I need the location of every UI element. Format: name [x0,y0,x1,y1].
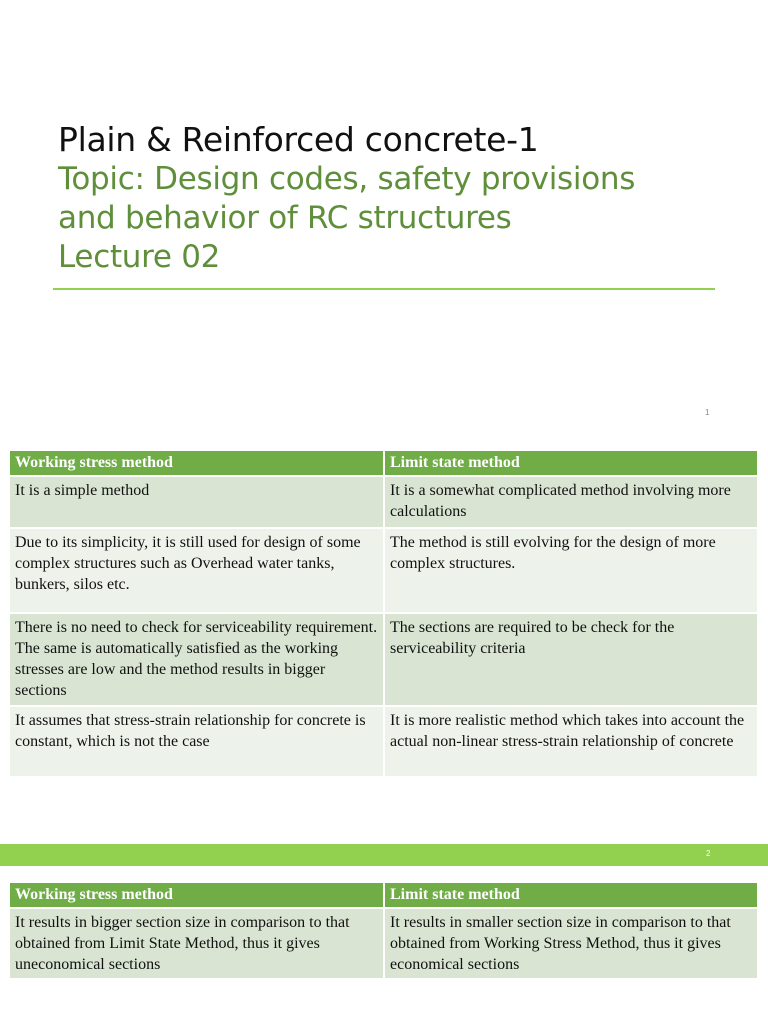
table-cell: It results in smaller section size in comparison to that obtained from Working Stress Method, thus it gives economical sections [384,908,758,979]
slide-2-header-band [0,844,768,866]
table-cell: It assumes that stress-strain relationship for concrete is constant, which is not the case [10,706,384,777]
table-row [10,613,758,706]
table-cell: It is more realistic method which takes into account the actual non-linear stress-strain relationship of concrete [384,706,758,777]
table-cell: Due to its simplicity, it is still used for design of some complex structures such as Overhead water tanks, bunkers, silos etc. [10,528,384,613]
table-cell: It is a somewhat complicated method involving more calculations [384,476,758,528]
slide-1 [0,0,768,440]
page-number-1: 1 [705,408,710,417]
table-row [10,476,758,528]
slide-subtitle-line-1: Topic: Design codes, safety provisions [58,161,636,197]
table-header-row [10,883,758,908]
comparison-table-1 [10,451,759,778]
title-block [58,120,748,277]
lecture-number: Lecture 02 [58,239,221,275]
column-header-working-stress: Working stress method [10,451,384,476]
table-row [10,908,758,979]
table-cell: The sections are required to be check for the serviceability criteria [384,613,758,706]
table-cell: It results in bigger section size in comparison to that obtained from Limit State Method, thus it gives uneconomical sections [10,908,384,979]
slide-subtitle-line-2: and behavior of RC structures [58,200,512,236]
column-header-working-stress: Working stress method [10,883,384,908]
table-row [10,528,758,613]
table-cell: The method is still evolving for the design of more complex structures. [384,528,758,613]
column-header-limit-state: Limit state method [384,883,758,908]
page-number-2: 2 [706,849,711,858]
table-row [10,706,758,777]
slide-title: Plain & Reinforced concrete-1 [58,120,539,159]
table-cell: There is no need to check for serviceability requirement. The same is automatically satisfied as the working stresses are low and the method results in bigger sections [10,613,384,706]
title-divider [53,288,715,290]
column-header-limit-state: Limit state method [384,451,758,476]
comparison-table-2 [10,883,759,980]
table-cell: It is a simple method [10,476,384,528]
table-header-row [10,451,758,476]
